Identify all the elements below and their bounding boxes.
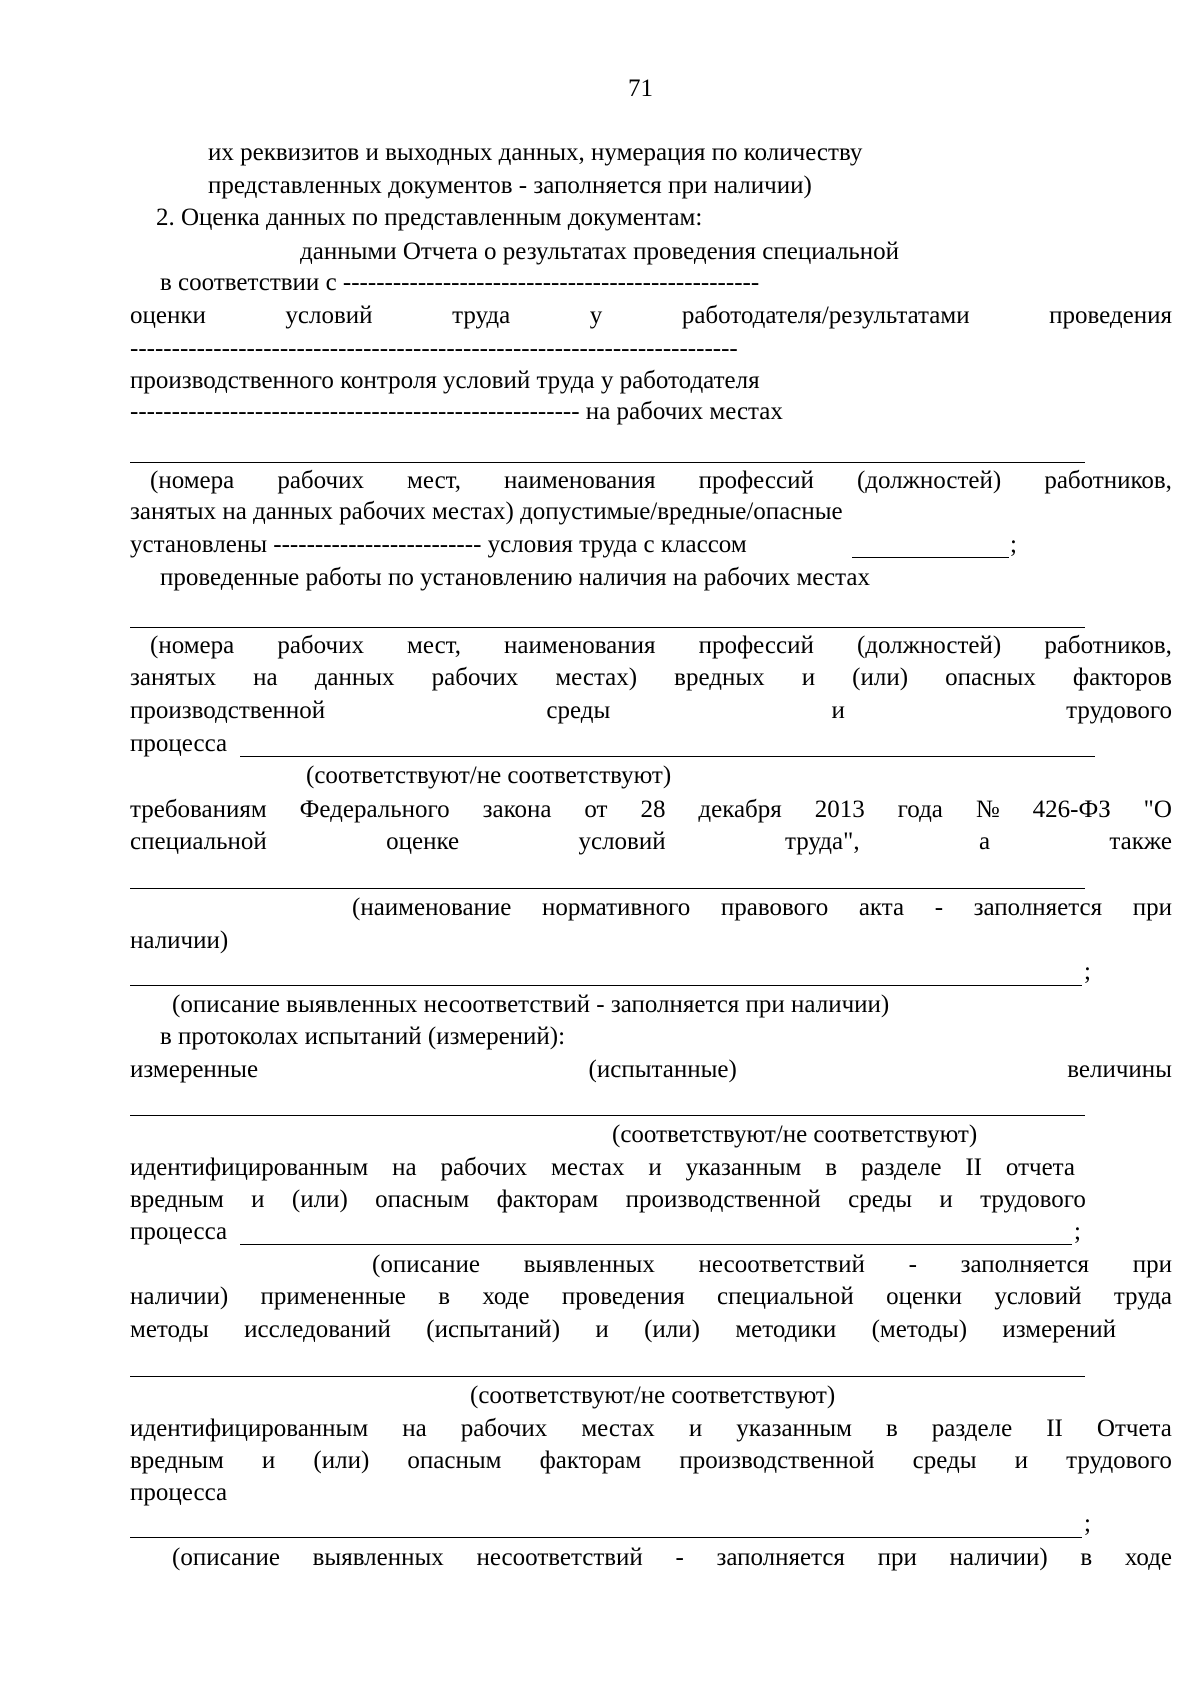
word: -	[675, 1544, 684, 1571]
word: измеренные	[130, 1056, 259, 1083]
word: оценки	[886, 1283, 963, 1310]
text-line: наличии)	[130, 927, 229, 954]
word: мест,	[407, 632, 461, 659]
text-line	[130, 827, 1172, 857]
word: идентифицированным	[130, 1154, 369, 1181]
word: наличии)	[949, 1544, 1048, 1571]
word: вредным	[130, 1447, 224, 1474]
word: отчета	[1005, 1154, 1075, 1181]
word: мест,	[407, 467, 461, 494]
word: оценки	[130, 302, 206, 329]
text-line	[130, 1185, 1086, 1215]
word: года	[897, 796, 943, 823]
word: опасных	[945, 664, 1036, 691]
text-line: ;	[1074, 1218, 1081, 1245]
text-line	[372, 1250, 1172, 1280]
word: величины	[1067, 1056, 1172, 1083]
word: рабочих	[277, 632, 364, 659]
text-line: (соответствуют/не соответствуют)	[612, 1121, 978, 1148]
word: в	[1080, 1544, 1093, 1571]
blank-line	[130, 1537, 1082, 1538]
word: а	[978, 828, 991, 855]
text-line	[172, 1543, 1172, 1573]
word: II	[965, 1154, 982, 1181]
word: рабочих	[440, 1154, 528, 1181]
word: и	[1014, 1447, 1029, 1474]
word: выявленных	[523, 1251, 655, 1278]
word: правового	[720, 894, 829, 921]
word: и	[801, 664, 816, 691]
word: (номера	[150, 632, 235, 659]
word: 2013	[814, 796, 865, 823]
word: и	[831, 697, 845, 724]
word: несоответствий	[476, 1544, 643, 1571]
word: проведения	[1049, 302, 1172, 329]
word: на	[392, 1154, 417, 1181]
text-line: 2. Оценка данных по представленным документам:	[156, 204, 703, 231]
text-line	[130, 1055, 1172, 1085]
text-line	[130, 1446, 1172, 1476]
word: среды	[546, 697, 611, 724]
page-number: 71	[628, 75, 653, 102]
word: -	[908, 1251, 917, 1278]
text-line: ;	[1084, 958, 1091, 985]
word: методики	[735, 1316, 837, 1343]
word: труда	[452, 302, 511, 329]
word: и	[251, 1186, 265, 1213]
word: среды	[848, 1186, 913, 1213]
text-line: (соответствуют/не соответствуют)	[470, 1382, 836, 1409]
blank-line	[130, 462, 1085, 463]
word: и	[261, 1447, 276, 1474]
word: 28	[640, 796, 666, 823]
word: также	[1109, 828, 1172, 855]
word: специальной	[130, 828, 267, 855]
word: разделе	[861, 1154, 942, 1181]
word: (номера	[150, 467, 235, 494]
word: в	[438, 1283, 450, 1310]
word: на	[402, 1415, 427, 1442]
text-line: данными Отчета о результатах проведения специальной	[300, 238, 900, 265]
word: акта	[858, 894, 905, 921]
text-line	[130, 1282, 1172, 1312]
word: в	[825, 1154, 838, 1181]
word: в	[885, 1415, 898, 1442]
word: заполняется	[973, 894, 1103, 921]
word: ходе	[482, 1283, 530, 1310]
word: трудового	[1066, 1447, 1172, 1474]
text-line: процесса	[130, 1479, 228, 1506]
word: местах)	[555, 664, 638, 691]
word: труда",	[784, 828, 860, 855]
text-line: (соответствуют/не соответствуют)	[306, 762, 672, 789]
word: условий	[578, 828, 666, 855]
word: и	[939, 1186, 953, 1213]
word: (описание	[172, 1544, 280, 1571]
word: примененные	[260, 1283, 406, 1310]
word: вредным	[130, 1186, 224, 1213]
word: опасным	[375, 1186, 470, 1213]
blank-line	[130, 1376, 1085, 1377]
text-line: проведенные работы по установлению наличия на рабочих местах	[160, 564, 870, 591]
text-line	[130, 1414, 1172, 1444]
word: производственной	[130, 697, 326, 724]
text-line: их реквизитов и выходных данных, нумерация по количеству	[208, 139, 863, 166]
word: среды	[912, 1447, 977, 1474]
word: (описание	[372, 1251, 480, 1278]
word: рабочих	[277, 467, 364, 494]
text-line	[130, 663, 1172, 693]
word: от	[584, 796, 608, 823]
word: 426-ФЗ	[1032, 796, 1111, 823]
blank-line	[240, 756, 1095, 757]
word: "О	[1143, 796, 1172, 823]
text-line: ;	[1084, 1510, 1091, 1537]
word: (должностей)	[856, 467, 1002, 494]
word: трудового	[980, 1186, 1086, 1213]
word: -	[934, 894, 944, 921]
word: работников,	[1044, 467, 1172, 494]
text-line	[130, 1315, 1116, 1345]
text-line: установлены ------------------------- условия труда с классом	[130, 531, 747, 558]
word: производственной	[625, 1186, 821, 1213]
word: Отчета	[1096, 1415, 1172, 1442]
text-line: (описание выявленных несоответствий - заполняется при наличии)	[172, 991, 890, 1018]
word: профессий	[698, 467, 814, 494]
word: Федерального	[299, 796, 450, 823]
word: специальной	[717, 1283, 854, 1310]
word: наименования	[504, 467, 656, 494]
word: исследований	[244, 1316, 391, 1343]
word: методы	[130, 1316, 209, 1343]
word: труда	[1113, 1283, 1172, 1310]
blank-line	[130, 1115, 1085, 1116]
word: рабочих	[431, 664, 519, 691]
text-line	[150, 631, 1172, 661]
text-line	[352, 893, 1172, 923]
blank-line	[130, 627, 1085, 628]
blank-line	[130, 888, 1085, 889]
word: у	[589, 302, 603, 329]
word: (или)	[313, 1447, 370, 1474]
word: условий	[285, 302, 373, 329]
word: (испытанные)	[588, 1056, 737, 1083]
word: идентифицированным	[130, 1415, 369, 1442]
blank-line	[130, 985, 1082, 986]
word: факторов	[1072, 664, 1172, 691]
text-line: занятых на данных рабочих местах) допустимые/вредные/опасные	[130, 498, 843, 525]
word: производственной	[679, 1447, 875, 1474]
word: измерений	[1002, 1316, 1116, 1343]
text-line: производственного контроля условий труда у работодателя	[130, 367, 760, 394]
word: факторам	[496, 1186, 599, 1213]
word: нормативного	[542, 894, 691, 921]
text-line: ------------------------------------------------------ на рабочих местах	[130, 398, 783, 425]
word: (испытаний)	[426, 1316, 561, 1343]
text-line: -------------------------------------------------------------------------	[130, 335, 738, 362]
word: указанным	[736, 1415, 852, 1442]
word: факторам	[539, 1447, 642, 1474]
blank-line	[240, 1244, 1072, 1245]
text-line	[130, 795, 1172, 825]
text-line: процесса	[130, 1218, 228, 1245]
word: наименования	[504, 632, 656, 659]
word: и	[595, 1316, 609, 1343]
class-blank	[852, 557, 1009, 558]
text-line: в протоколах испытаний (измерений):	[160, 1023, 566, 1050]
word: (наименование	[352, 894, 512, 921]
text-line: в соответствии с --------------------------------------------------	[160, 269, 760, 296]
word: опасным	[407, 1447, 502, 1474]
word: требованиям	[130, 796, 267, 823]
text-line	[150, 466, 1172, 496]
text-line: ;	[1010, 531, 1017, 558]
word: местах	[581, 1415, 655, 1442]
word: ходе	[1124, 1544, 1172, 1571]
word: и	[688, 1415, 703, 1442]
text-line	[130, 301, 1172, 331]
text-line	[130, 1153, 1075, 1183]
text-line	[130, 696, 1172, 726]
word: при	[877, 1544, 917, 1571]
word: II	[1046, 1415, 1063, 1442]
word: разделе	[931, 1415, 1013, 1442]
word: заполняется	[716, 1544, 845, 1571]
word: наличии)	[130, 1283, 229, 1310]
word: закона	[482, 796, 552, 823]
word: вредных	[674, 664, 765, 691]
word: выявленных	[312, 1544, 444, 1571]
word: указанным	[685, 1154, 802, 1181]
word: (или)	[852, 664, 909, 691]
word: местах	[551, 1154, 625, 1181]
word: работодателя/результатами	[681, 302, 970, 329]
word: рабочих	[460, 1415, 548, 1442]
word: (или)	[644, 1316, 700, 1343]
text-line: процесса	[130, 730, 228, 757]
word: (методы)	[871, 1316, 968, 1343]
word: условий	[994, 1283, 1082, 1310]
word: при	[1132, 1251, 1172, 1278]
word: (или)	[291, 1186, 348, 1213]
word: оценке	[386, 828, 460, 855]
word: заполняется	[960, 1251, 1090, 1278]
word: (должностей)	[856, 632, 1002, 659]
word: несоответствий	[698, 1251, 865, 1278]
word: декабря	[698, 796, 782, 823]
word: работников,	[1044, 632, 1172, 659]
word: №	[975, 796, 1000, 823]
word: данных	[314, 664, 395, 691]
word: на	[253, 664, 278, 691]
word: профессий	[698, 632, 814, 659]
word: трудового	[1066, 697, 1172, 724]
text-line: представленных документов - заполняется при наличии)	[208, 172, 812, 199]
word: занятых	[130, 664, 217, 691]
word: при	[1132, 894, 1172, 921]
word: и	[648, 1154, 662, 1181]
word: проведения	[561, 1283, 685, 1310]
